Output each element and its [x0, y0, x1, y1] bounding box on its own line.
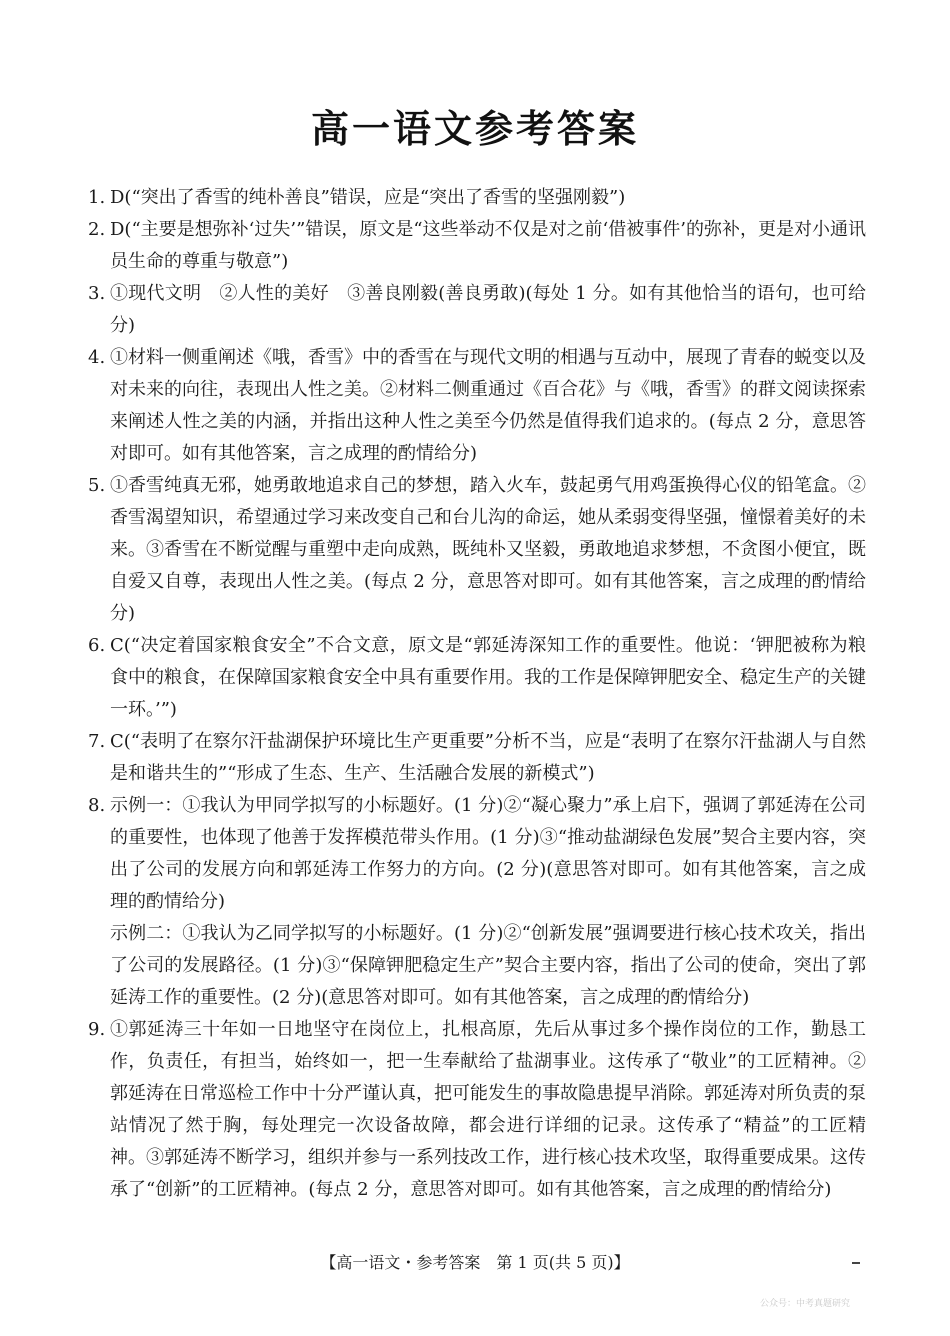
answer-text: C(“决定着国家粮食安全”不合文意，原文是“郭延涛深知工作的重要性。他说：‘钾肥被称为粮食中的粮食，在保障国家粮食安全中具有重要作用。我的工作是保障钾肥安全、稳定生产的关键一环。’”) — [110, 635, 866, 720]
answer-text: 示例一：①我认为甲同学拟写的小标题好。(1 分)②“凝心聚力”承上启下，强调了郭延涛在公司的重要性，也体现了他善于发挥模范带头作用。(1 分)③“推动盐湖绿色发展”契合主要内容，突出了公司的发展方向和郭延涛工作努力的方向。(2 分)(意思答对即可。如有其他答案，言之成理的酌情给分) — [110, 795, 866, 912]
answer-text: D(“突出了香雪的纯朴善良”错误，应是“突出了香雪的坚强刚毅”) — [110, 187, 626, 208]
answer-text: C(“表明了在察尔汗盐湖保护环境比生产更重要”分析不当，应是“表明了在察尔汗盐湖人与自然是和谐共生的”“形成了生态、生产、生活融合发展的新模式”) — [110, 731, 866, 784]
answer-number: 2. — [88, 219, 106, 240]
answer-item-6 — [88, 630, 866, 726]
answer-item-2 — [88, 214, 866, 278]
page-title: 高一语文参考答案 — [310, 107, 639, 151]
answer-number: 6. — [88, 635, 106, 656]
answer-item-9 — [88, 1014, 866, 1206]
answer-text-example-2: 示例二：①我认为乙同学拟写的小标题好。(1 分)②“创新发展”强调要进行核心技术攻关，指出了公司的发展路径。(1 分)③“保障钾肥稳定生产”契合主要内容，指出了公司的使命，突出了郭延涛工作的重要性。(2 分)(意思答对即可。如有其他答案，言之成理的酌情给分) — [110, 923, 866, 1008]
answer-list — [88, 182, 866, 1206]
answer-text: ①现代文明 ②人性的美好 ③善良刚毅(善良勇敢)(每处 1 分。如有其他恰当的语句，也可给分) — [110, 283, 866, 336]
answer-text: ①郭延涛三十年如一日地坚守在岗位上，扎根高原，先后从事过多个操作岗位的工作，勤恳工作，负责任，有担当，始终如一，把一生奉献给了盐湖事业。这传承了“敬业”的工匠精神。②郭延涛在日常巡检工作中十分严谨认真，把可能发生的事故隐患提早消除。郭延涛对所负责的泵站情况了然于胸，每处理完一次设备故障，都会进行详细的记录。这传承了“精益”的工匠精神。③郭延涛不断学习，组织并参与一系列技改工作，进行核心技术攻坚，取得重要成果。这传承了“创新”的工匠精神。(每点 2 分，意思答对即可。如有其他答案，言之成理的酌情给分) — [110, 1019, 866, 1200]
watermark-text: 公众号：中考真题研究 — [760, 1299, 851, 1309]
footer-dash-mark — [852, 1262, 860, 1264]
answer-number: 4. — [88, 347, 106, 368]
answer-item-5 — [88, 470, 866, 630]
answer-number: 7. — [88, 731, 106, 752]
answer-item-7 — [88, 726, 866, 790]
answer-item-8 — [88, 790, 866, 1014]
answer-text: ①香雪纯真无邪，她勇敢地追求自己的梦想，踏入火车，鼓起勇气用鸡蛋换得心仪的铅笔盒。②香雪渴望知识，希望通过学习来改变自己和台儿沟的命运，她从柔弱变得坚强，憧憬着美好的未来。③香雪在不断觉醒与重塑中走向成熟，既纯朴又坚毅，勇敢地追求梦想，不贪图小便宜，既自爱又自尊，表现出人性之美。(每点 2 分，意思答对即可。如有其他答案，言之成理的酌情给分) — [110, 475, 866, 624]
answer-item-1 — [88, 182, 866, 214]
answer-number: 1. — [88, 187, 106, 208]
answer-item-3 — [88, 278, 866, 342]
answer-number: 3. — [88, 283, 106, 304]
answer-text: ①材料一侧重阐述《哦，香雪》中的香雪在与现代文明的相遇与互动中，展现了青春的蜕变以及对未来的向往，表现出人性之美。②材料二侧重通过《百合花》与《哦，香雪》的群文阅读探索来阐述人性之美的内涵，并指出这种人性之美至今仍然是值得我们追求的。(每点 2 分，意思答对即可。如有其他答案，言之成理的酌情给分) — [110, 347, 866, 464]
answer-item-4 — [88, 342, 866, 470]
answer-text: D(“主要是想弥补‘过失’”错误，原文是“这些举动不仅是对之前‘借被事件’的弥补，更是对小通讯员生命的尊重与敬意”) — [110, 219, 866, 272]
answer-number: 5. — [88, 475, 106, 496]
page-footer: 【高一语文・参考答案 第 1 页(共 5 页)】 — [320, 1253, 630, 1272]
answer-number: 8. — [88, 795, 106, 816]
answer-number: 9. — [88, 1019, 106, 1040]
